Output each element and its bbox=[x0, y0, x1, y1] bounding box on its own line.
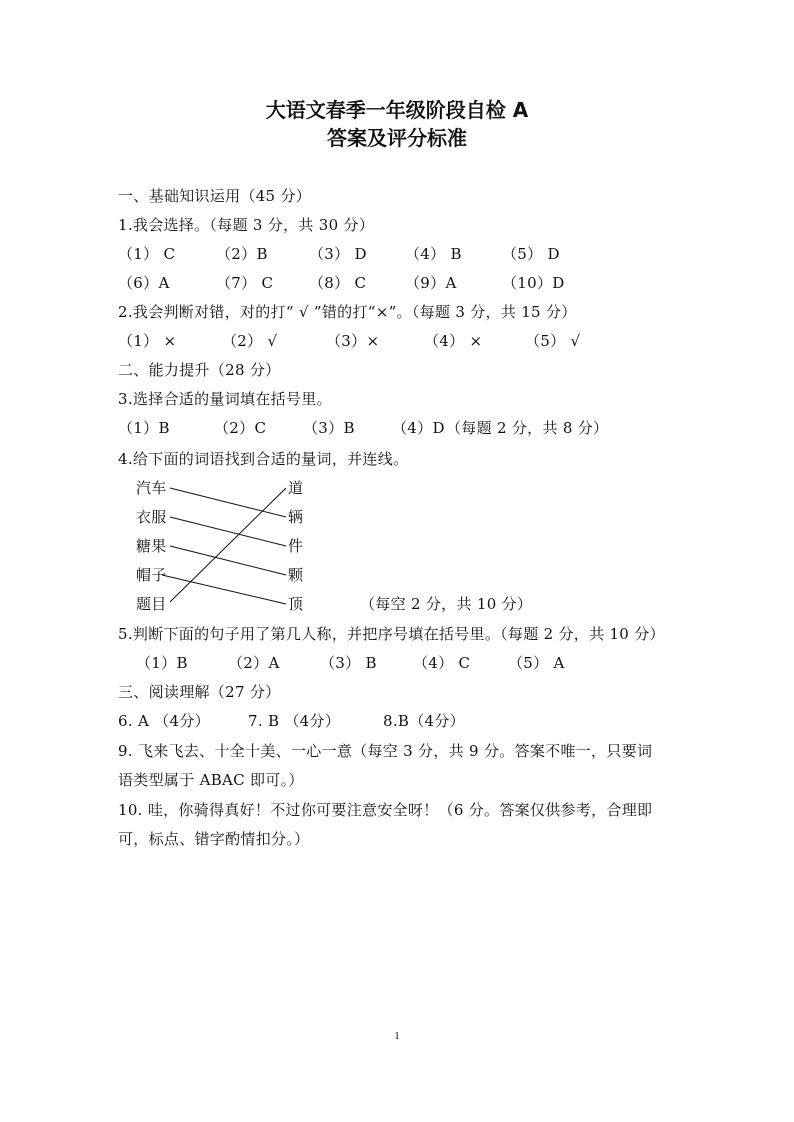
question-3-prompt: 3.选择合适的量词填在括号里。 bbox=[118, 390, 332, 408]
q1-answer: （3） D bbox=[309, 245, 367, 263]
q2-answer: （1） × bbox=[118, 332, 177, 350]
q4-right-word: 顶 bbox=[288, 595, 304, 613]
q2-answer: （2） √ bbox=[222, 332, 278, 350]
q4-left-word: 汽车 bbox=[136, 479, 167, 497]
question-1-prompt: 1.我会选择。（每题 3 分，共 30 分） bbox=[118, 216, 375, 234]
match-line-question bbox=[170, 488, 286, 602]
match-line-car bbox=[170, 488, 286, 517]
section-2-heading: 二、能力提升（28 分） bbox=[118, 361, 281, 379]
q5-answer: （5） A bbox=[508, 654, 565, 672]
q4-left-word: 糖果 bbox=[136, 537, 167, 555]
q5-answer: （4） C bbox=[413, 654, 471, 672]
question-4-prompt: 4.给下面的词语找到合适的量词，并连线。 bbox=[118, 450, 409, 468]
document-subtitle: 答案及评分标准 bbox=[327, 126, 467, 150]
q7-answer: 7. B （4分） bbox=[248, 712, 341, 730]
section-3-heading: 三、阅读理解（27 分） bbox=[118, 683, 281, 701]
q4-score-note: （每空 2 分，共 10 分） bbox=[360, 595, 533, 613]
q3-answer: （2）C bbox=[214, 419, 267, 437]
q4-left-word: 题目 bbox=[136, 595, 167, 613]
q1-answer: （2）B bbox=[216, 245, 268, 263]
q4-left-word: 帽子 bbox=[136, 566, 167, 584]
q1-answer: （9）A bbox=[405, 274, 457, 292]
q9-answer-line2: 语类型属于 ABAC 即可。） bbox=[118, 771, 304, 789]
page-number: 1 bbox=[394, 1030, 400, 1042]
q4-left-word: 衣服 bbox=[136, 508, 167, 526]
q5-answer: （3） B bbox=[320, 654, 377, 672]
q2-answer: （3）× bbox=[326, 332, 380, 350]
document-title: 大语文春季一年级阶段自检 A bbox=[265, 98, 529, 122]
q10-answer-line2: 可，标点、错字酌情扣分。） bbox=[118, 830, 310, 848]
q1-answer: （6）A bbox=[118, 274, 170, 292]
q5-answer: （2）A bbox=[228, 654, 280, 672]
q6-answer: 6. A （4分） bbox=[118, 712, 210, 730]
q10-answer-line1: 10. 哇，你骑得真好！不过你可要注意安全呀！（6 分。答案仅供参考，合理即 bbox=[118, 801, 653, 819]
question-5-prompt: 5.判断下面的句子用了第几人称，并把序号填在括号里。（每题 2 分，共 10 分） bbox=[118, 625, 665, 643]
q1-answer: （1） C bbox=[118, 245, 176, 263]
match-line-clothes bbox=[170, 517, 286, 546]
match-line-candy bbox=[170, 546, 286, 575]
q4-right-word: 颗 bbox=[288, 566, 304, 584]
q1-answer: （10）D bbox=[502, 274, 565, 292]
q1-answer: （7） C bbox=[216, 274, 274, 292]
q9-answer-line1: 9. 飞来飞去、十全十美、一心一意（每空 3 分，共 9 分。答案不唯一，只要词 bbox=[118, 742, 653, 760]
q2-answer: （5） √ bbox=[525, 332, 581, 350]
match-line-hat bbox=[162, 575, 286, 604]
q4-right-word: 道 bbox=[288, 479, 304, 497]
q3-answer: （1）B bbox=[118, 419, 170, 437]
q3-score-note: （每题 2 分，共 8 分） bbox=[446, 419, 609, 437]
q5-answer: （1）B bbox=[136, 654, 188, 672]
q1-answer: （5） D bbox=[502, 245, 560, 263]
q8-answer: 8.B（4分） bbox=[383, 712, 465, 730]
question-2-prompt: 2.我会判断对错，对的打“ √ ”错的打“×”。（每题 3 分，共 15 分） bbox=[118, 303, 577, 321]
q3-answer: （4）D bbox=[392, 419, 445, 437]
q4-right-word: 件 bbox=[288, 537, 304, 555]
q1-answer: （8） C bbox=[309, 274, 367, 292]
q3-answer: （3）B bbox=[303, 419, 355, 437]
section-1-heading: 一、基础知识运用（45 分） bbox=[118, 187, 312, 205]
q1-answer: （4） B bbox=[405, 245, 462, 263]
q2-answer: （4） × bbox=[424, 332, 483, 350]
q4-right-word: 辆 bbox=[288, 508, 304, 526]
